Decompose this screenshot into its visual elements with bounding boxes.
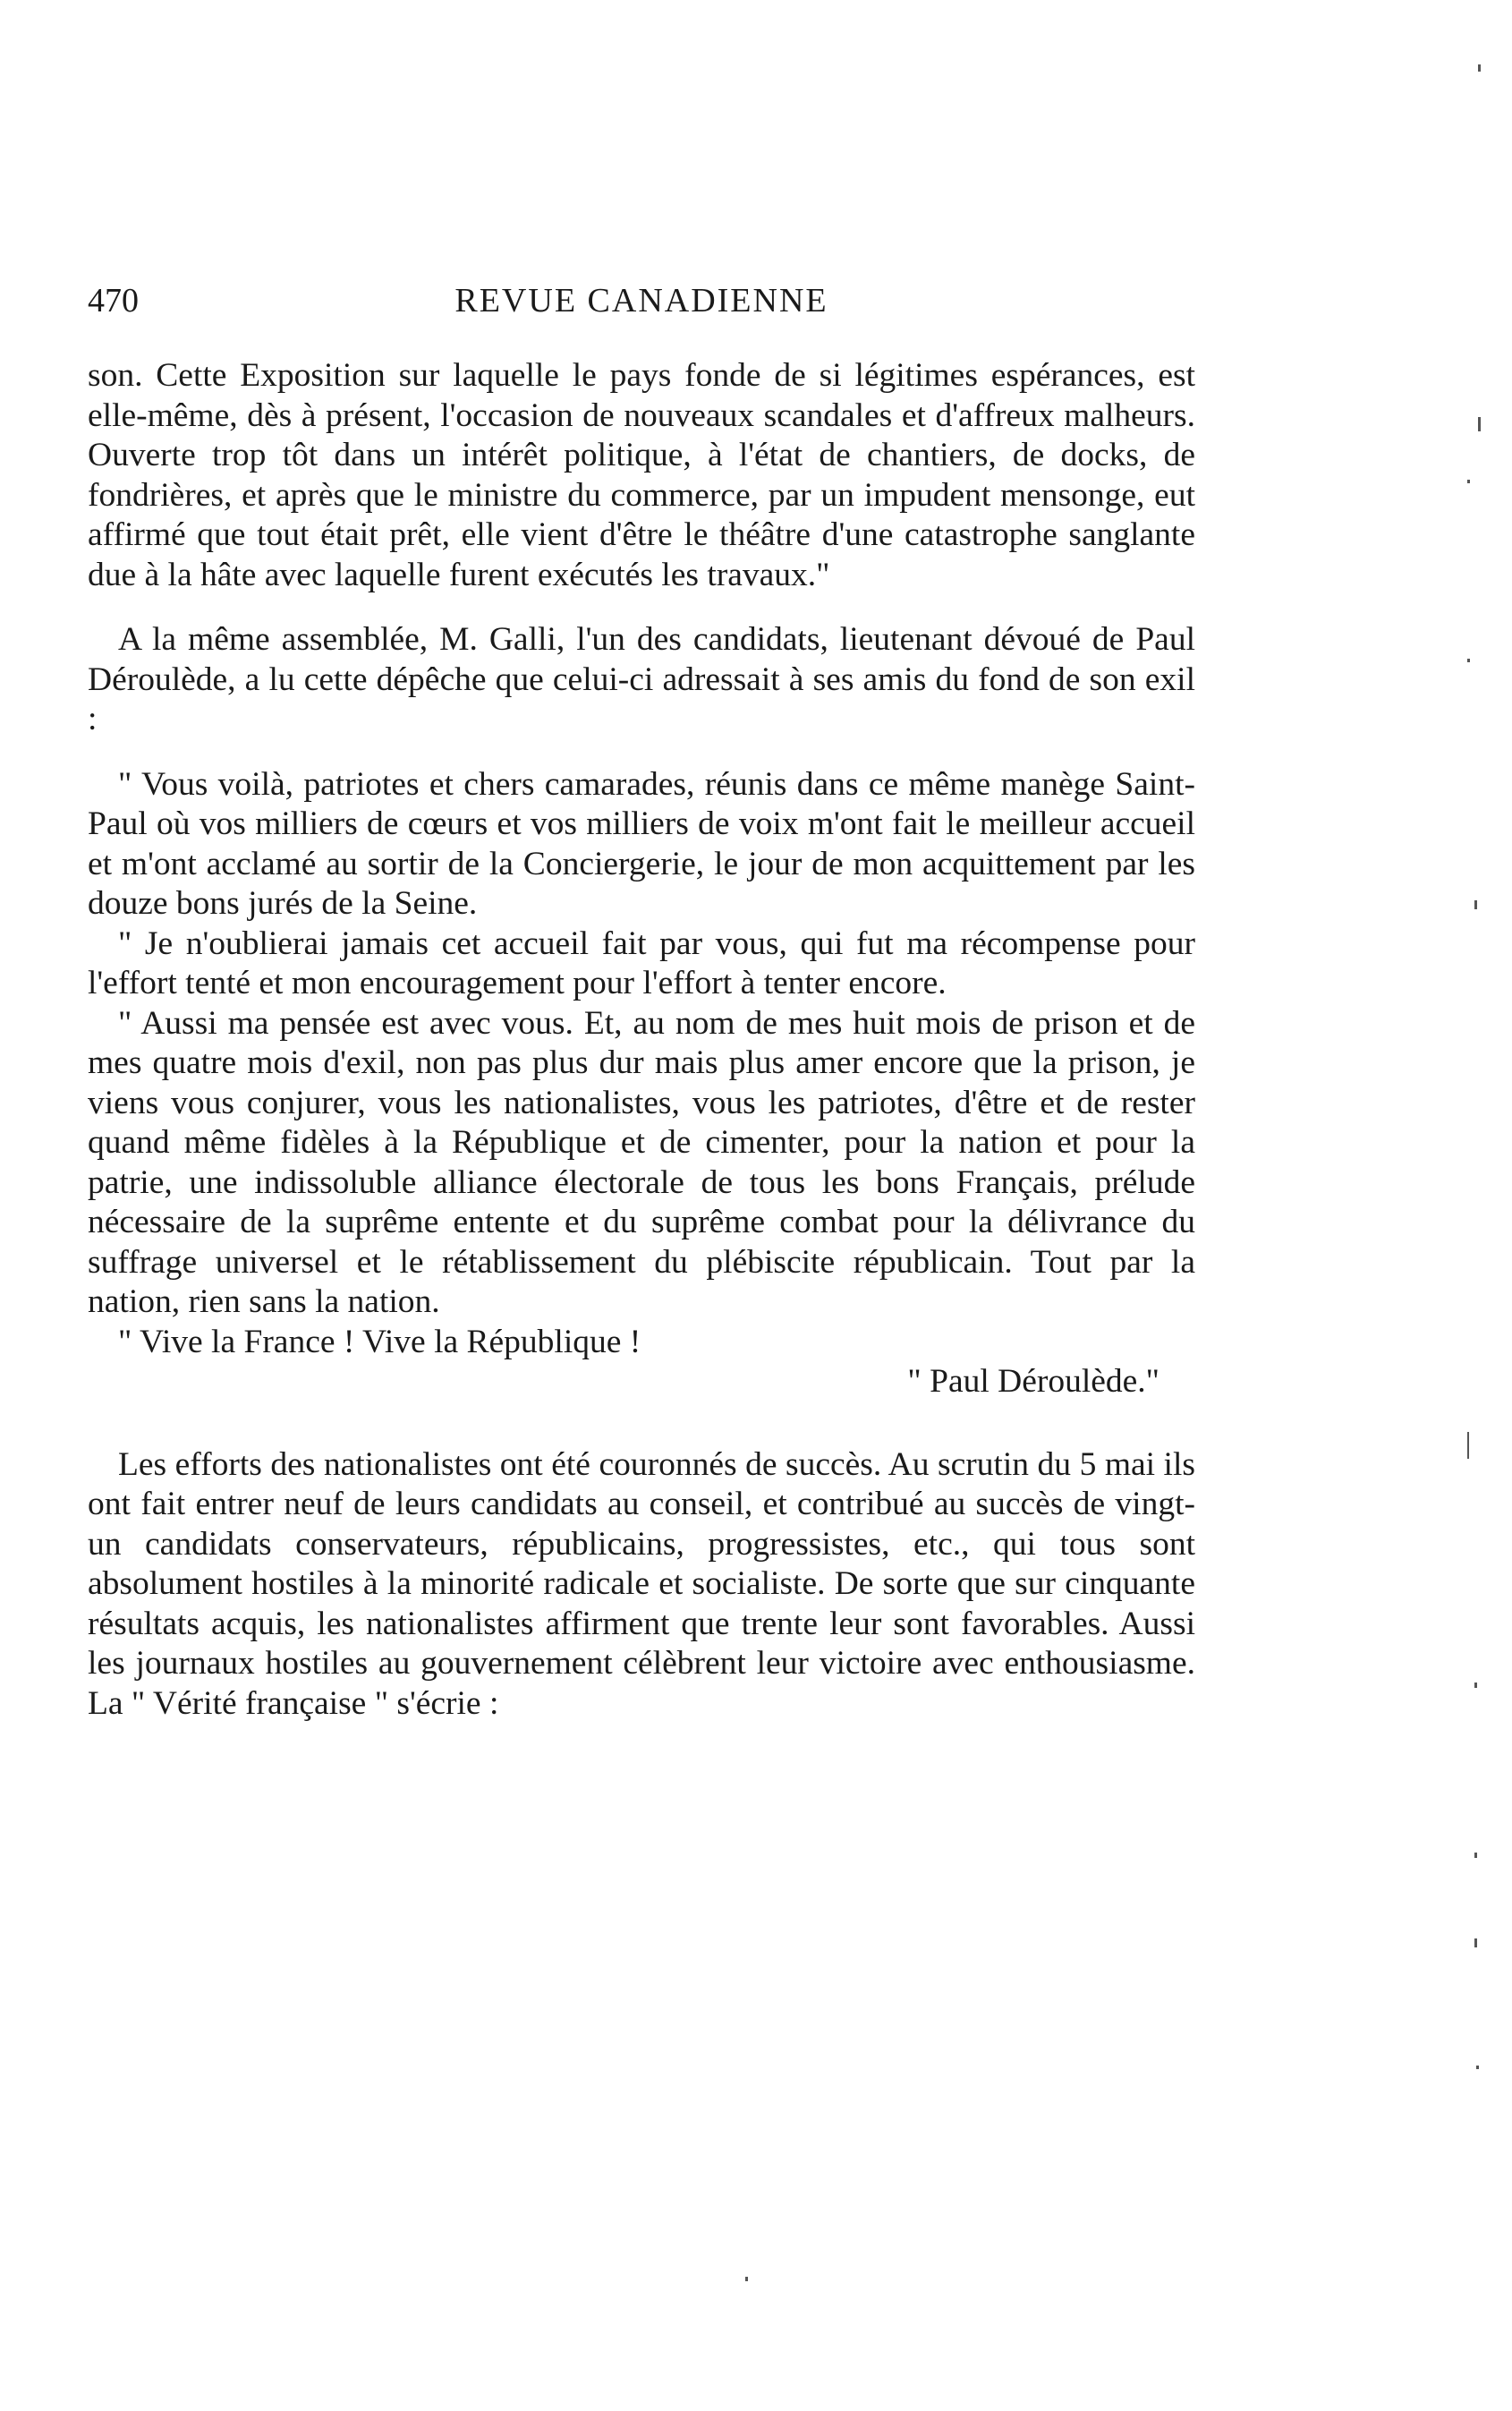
margin-mark <box>1478 417 1481 431</box>
paragraph-continuation: son. Cette Exposition sur laquelle le pays fonde de si légitimes espérances, est elle-même, dès à présent, l'occasion de nouveaux scandales et d'affreux malheurs. Ouverte trop tôt dans un intérêt politique, à l'état de chantiers, de docks, de fondrières, et après que le ministre du commerce, par un impudent mensonge, eut affirmé que tout était prêt, elle vient d'être le théâtre d'une catastrophe sanglante due à la hâte avec laquelle furent exécutés les travaux." <box>88 357 1195 593</box>
margin-mark <box>1474 900 1477 909</box>
margin-mark <box>1467 480 1470 483</box>
margin-mark <box>1467 1432 1469 1459</box>
quote-paragraph-1: " Vous voilà, patriotes et chers camarades, réunis dans ce même manège Saint-Paul où vos milliers de cœurs et vos milliers de voix m'ont fait le meilleur accueil et m'ont acclamé au sortir de la Conciergerie, le jour de mon acquittement par les douze bons jurés de la Seine. <box>88 765 1195 922</box>
paragraph-results: Les efforts des nationalistes ont été couronnés de succès. Au scrutin du 5 mai ils ont fait entrer neuf de leurs candidats au conseil, et contribué au succès de vingt-un candidats conservateurs, républicains, progressistes, etc., qui tous sont absolument hostiles à la minorité radicale et socialiste. De sorte que sur cinquante résultats acquis, les nationalistes affirment que trente leur sont favorables. Aussi les journaux hostiles au gouvernement célèbrent leur victoire avec enthousiasme. La " Vérité française " s'écrie : <box>88 1445 1195 1722</box>
paragraph-galli: A la même assemblée, M. Galli, l'un des candidats, lieutenant dévoué de Paul Déroulède, a lu cette dépêche que celui-ci adressait à ses amis du fond de son exil : <box>88 621 1195 737</box>
margin-mark <box>1476 2066 1479 2069</box>
margin-mark <box>1474 1853 1477 1858</box>
margin-mark <box>1474 1683 1477 1688</box>
quote-closing: " Vive la France ! Vive la République ! <box>118 1323 641 1360</box>
body-text <box>88 356 1195 1724</box>
quote-paragraph-2: " Je n'oublierai jamais cet accueil fait par vous, qui fut ma récompense pour l'effort tenté et mon encouragement pour l'effort à tenter encore. <box>88 924 1195 1001</box>
margin-mark <box>745 2277 748 2281</box>
quote-paragraph-3: " Aussi ma pensée est avec vous. Et, au nom de mes huit mois de prison et de mes quatre mois d'exil, non pas plus dur mais plus amer encore que la prison, je viens vous conjurer, vous les nationalistes, vous les patriotes, d'être et de rester quand même fidèles à la République et de cimenter, pour la nation et pour la patrie, une indissoluble alliance électorale de tous les bons Français, prélude nécessaire de la suprême entente et du suprême combat pour la délivrance du suffrage universel et le rétablissement du plébiscite républicain. Tout par la nation, rien sans la nation. <box>88 1004 1195 1320</box>
margin-mark <box>1467 659 1470 662</box>
margin-mark <box>1478 64 1481 72</box>
page-header <box>88 276 1195 326</box>
quote-signature: " Paul Déroulède." <box>907 1363 1159 1400</box>
page-number: 470 <box>88 282 139 319</box>
margin-mark <box>1474 1938 1477 1947</box>
running-title: REVUE CANADIENNE <box>454 282 828 319</box>
